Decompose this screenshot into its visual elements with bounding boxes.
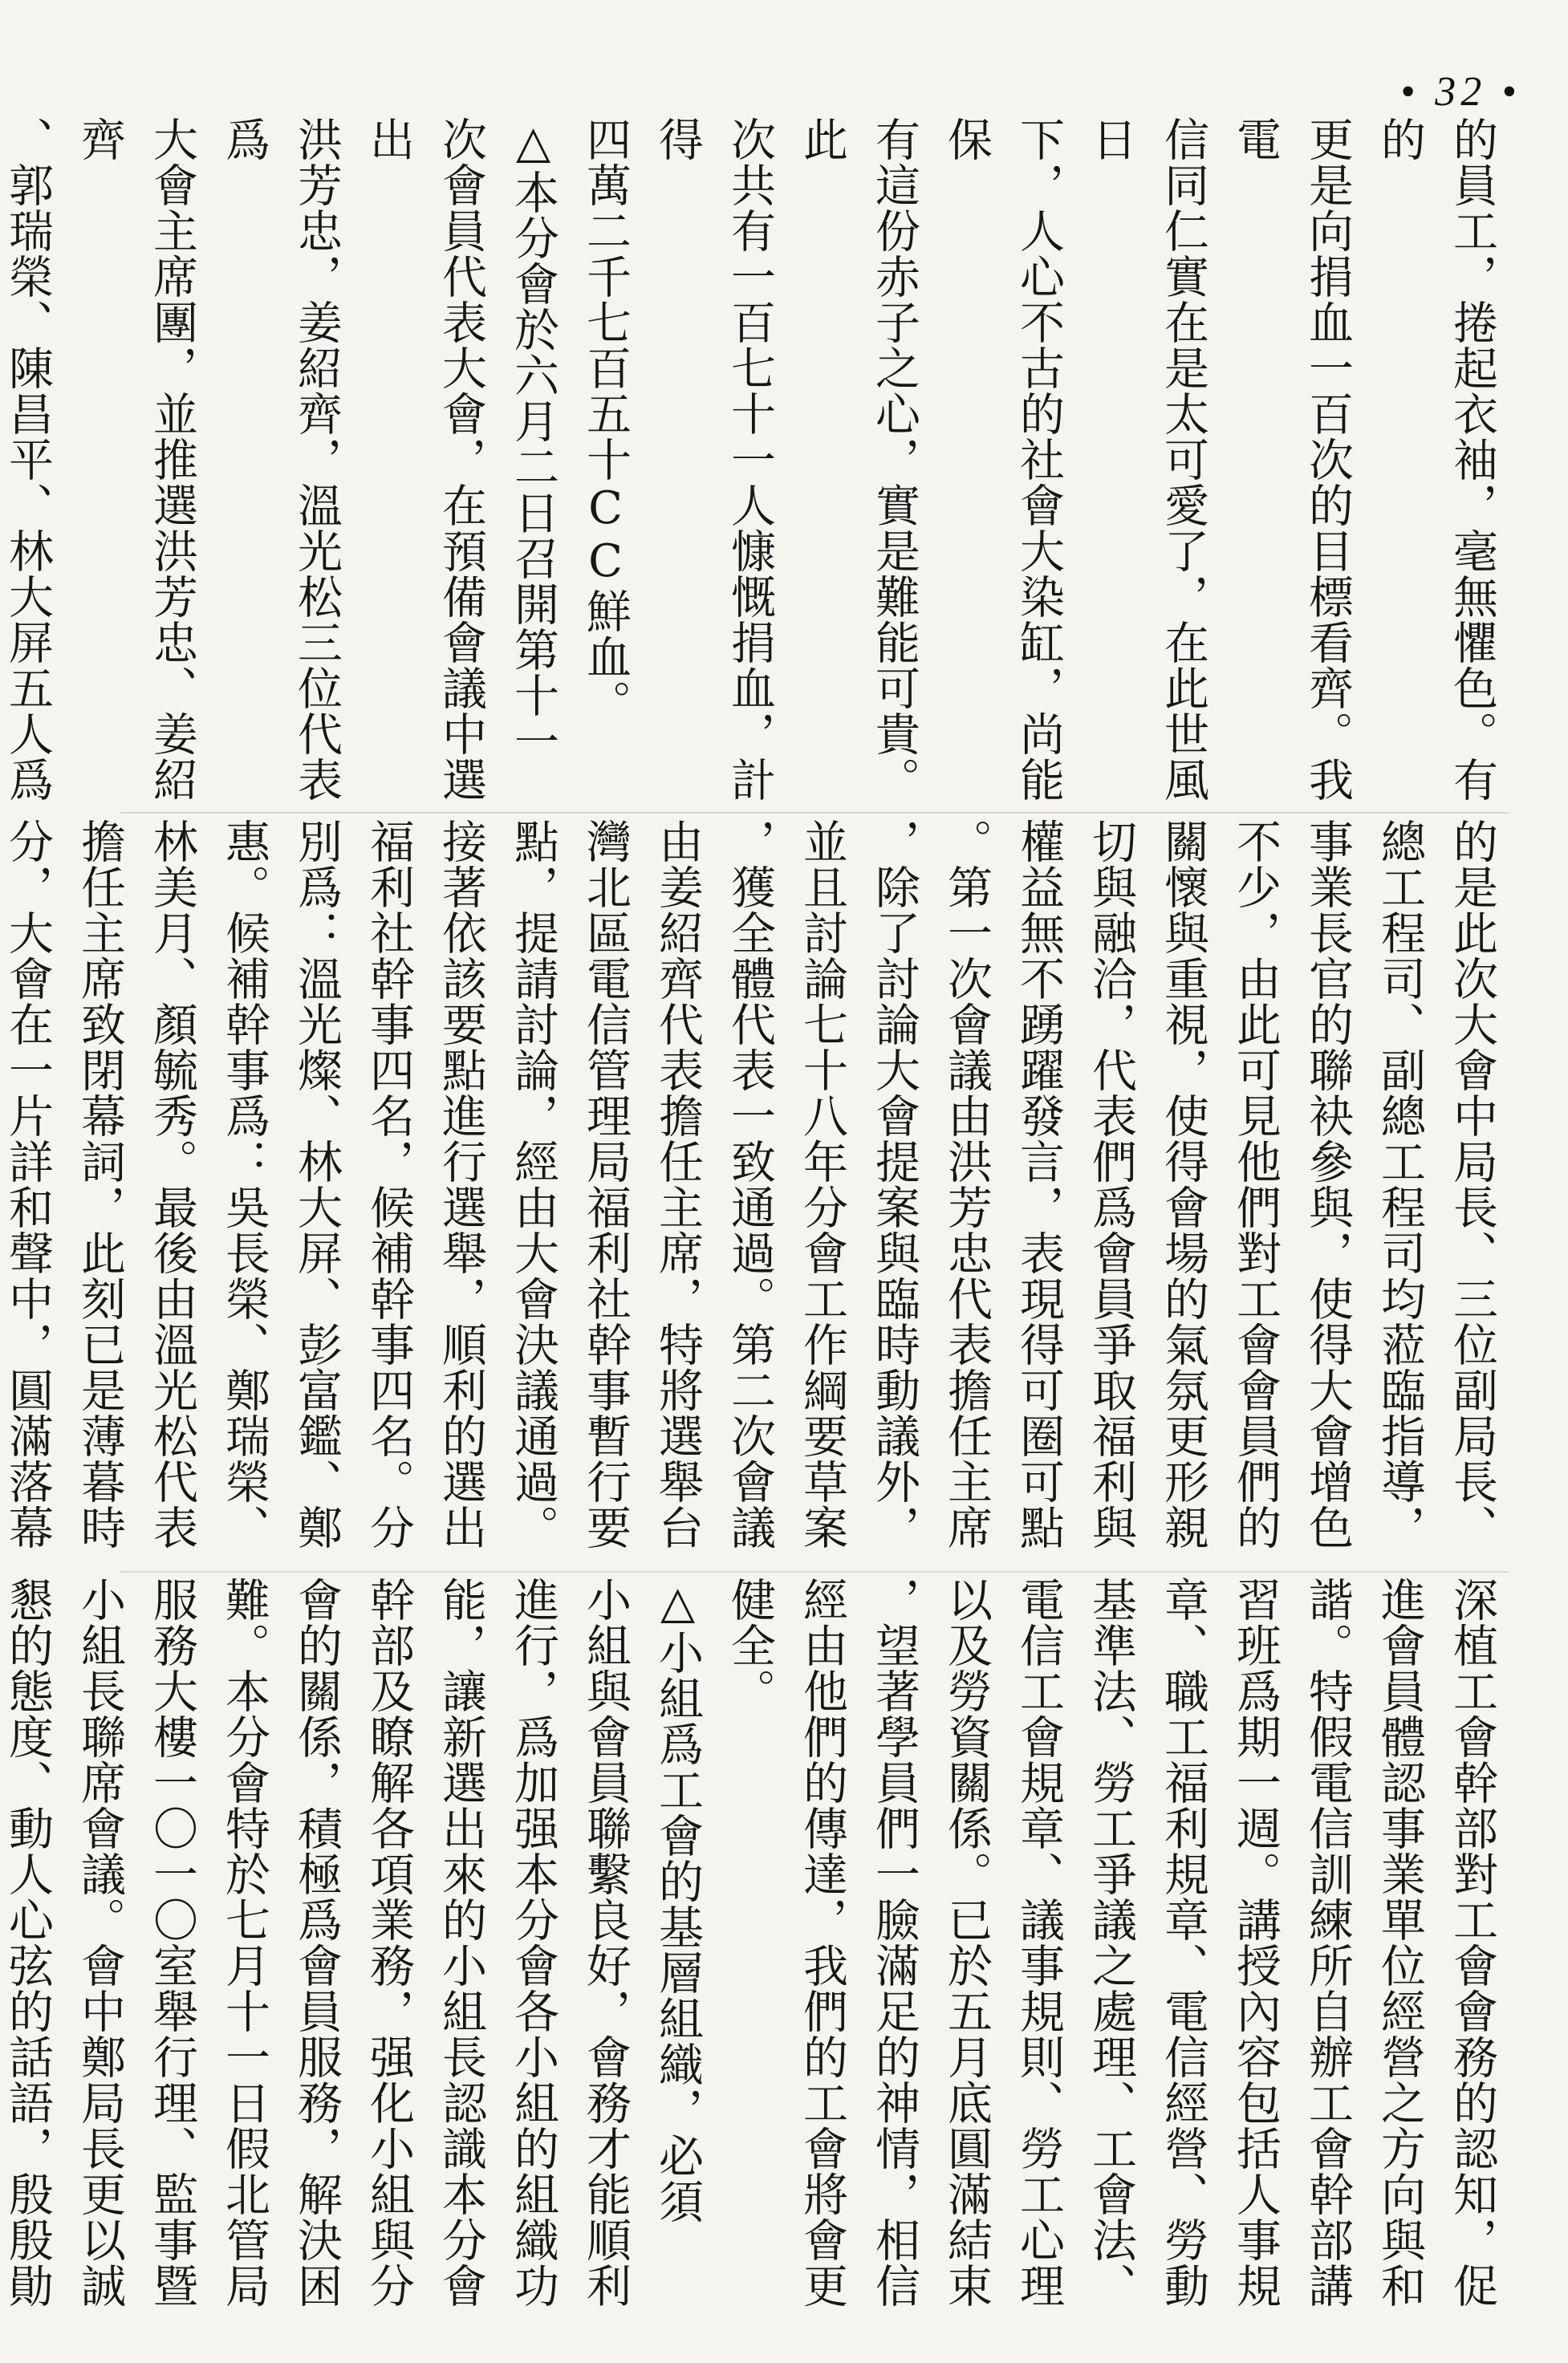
text-column-line: 林美月、顏毓秀。最後由溫光松代表 [146, 818, 198, 1550]
text-section-bottom [2, 1577, 1508, 2327]
text-column-line: 進行，爲加强本分會各小組的組織功 [507, 1577, 559, 2308]
text-column-line: 灣北區電信管理局福利社幹事暫行要 [579, 818, 632, 1550]
text-column-line: 權益無不踴躍發言，表現得可圈可點 [1013, 818, 1065, 1550]
text-column-line: 小組與會員聯繫良好，會務才能順利 [579, 1577, 632, 2308]
text-column-line: 並且討論七十八年分會工作綱要草案 [796, 818, 848, 1550]
text-column-line: 四萬二千七百五十CC鮮血。 [579, 116, 632, 725]
text-column-line: 的員工，捲起衣袖，毫無懼色。有的 [1374, 116, 1498, 802]
text-column-line: 惠。候補幹事爲：吳長榮、鄭瑞榮、 [218, 818, 270, 1550]
text-column-line: ，獲全體代表一致通過。第二次會議 [724, 818, 776, 1550]
text-column-line: 有這份赤子之心，實是難能可貴。此 [796, 116, 920, 802]
text-column-line: 下，人心不古的社會大染缸，尚能保 [940, 116, 1065, 802]
text-column-line: 擔任主席致閉幕詞，此刻已是薄暮時 [74, 818, 126, 1550]
text-column-line: 經由他們的傳達，我們的工會將會更 [796, 1577, 848, 2308]
text-section-top [2, 116, 1508, 814]
text-column-line: 別爲：溫光燦、林大屏、彭富鑑、鄭 [290, 818, 343, 1550]
text-column-line: 總工程司、副總工程司均蒞臨指導， [1374, 818, 1426, 1550]
text-column-line: 福利社幹事四名，候補幹事四名。分 [363, 818, 415, 1550]
text-column-line: 點，提請討論，經由大會決議通過。 [507, 818, 559, 1550]
text-column-line: 健全。 [724, 1577, 776, 1714]
text-column-line: 、郭瑞榮、陳昌平、林大屏五人爲 [2, 116, 54, 802]
text-column-line: 信同仁實在是太可愛了，在此世風日 [1085, 116, 1209, 802]
text-column-line: 切與融洽，代表們爲會員爭取福利與 [1085, 818, 1137, 1550]
text-column-line: 習班爲期一週。講授內容包括人事規 [1229, 1577, 1282, 2308]
text-column-line: 深植工會幹部對工會會務的認知，促 [1446, 1577, 1498, 2308]
text-column-line: 洪芳忠，姜紹齊，溫光松三位代表爲 [218, 116, 343, 802]
text-column-line: 懇的態度、動人心弦的話語，殷殷勛 [2, 1577, 54, 2308]
text-column-line: ，望著學員們一臉滿足的神情，相信 [868, 1577, 920, 2308]
text-column-line: 小組長聯席會議。會中鄭局長更以誠 [74, 1577, 126, 2308]
text-column-line: ，除了討論大會提案與臨時動議外， [868, 818, 920, 1550]
text-column-line: △本分會於六月二日召開第十一 [507, 116, 559, 764]
text-column-line: 以及勞資關係。已於五月底圓滿結束 [940, 1577, 993, 2308]
text-column-line: 由姜紹齊代表擔任主席，特將選舉台 [652, 818, 704, 1550]
text-column-line: 分，大會在一片詳和聲中，圓滿落幕 [2, 818, 54, 1550]
text-column-line: 更是向捐血一百次的目標看齊。我電 [1229, 116, 1354, 802]
text-column-line: 章、職工福利規章、電信經營、勞動 [1157, 1577, 1209, 2308]
section-divider [120, 1571, 1509, 1573]
text-column-line: 服務大樓一〇一〇室舉行理、監事暨 [146, 1577, 198, 2308]
text-column-line: 關懷與重視，使得會場的氣氛更形親 [1157, 818, 1209, 1550]
text-column-line: 諧。特假電信訓練所自辦工會幹部講 [1302, 1577, 1354, 2308]
text-column-line: 基準法、勞工爭議之處理、工會法、 [1085, 1577, 1137, 2308]
text-column-line: 大會主席團，並推選洪芳忠、姜紹齊 [74, 116, 198, 802]
text-column-line: 電信工會規章、議事規則、勞工心理 [1013, 1577, 1065, 2308]
text-column-line: 。第一次會議由洪芳忠代表擔任主席 [940, 818, 993, 1550]
page-number: • 32 • [1400, 69, 1521, 115]
text-column-line: 事業長官的聯袂參與，使得大會增色 [1302, 818, 1354, 1550]
text-column-line: 接著依該要點進行選舉，順利的選出 [435, 818, 487, 1550]
text-column-line: 次會員代表大會，在預備會議中選出 [363, 116, 487, 802]
text-column-line: 不少，由此可見他們對工會會員們的 [1229, 818, 1282, 1550]
text-column-line: 難。本分會特於七月十一日假北管局 [218, 1577, 270, 2308]
text-column-line: 會的關係，積極爲會員服務，解決困 [290, 1577, 343, 2308]
text-column-line: 幹部及瞭解各項業務，强化小組與分 [363, 1577, 415, 2308]
text-column-line: △小組爲工會的基層組織，必須 [652, 1577, 704, 2224]
text-column-line: 進會員體認事業單位經營之方向與和 [1374, 1577, 1426, 2308]
text-column-line: 次共有一百七十一人慷慨捐血，計得 [652, 116, 776, 802]
text-column-line: 能，讓新選出來的小組長認識本分會 [435, 1577, 487, 2308]
text-section-middle [2, 818, 1508, 1569]
text-column-line: 的是此次大會中局長、三位副局長、 [1446, 818, 1498, 1550]
